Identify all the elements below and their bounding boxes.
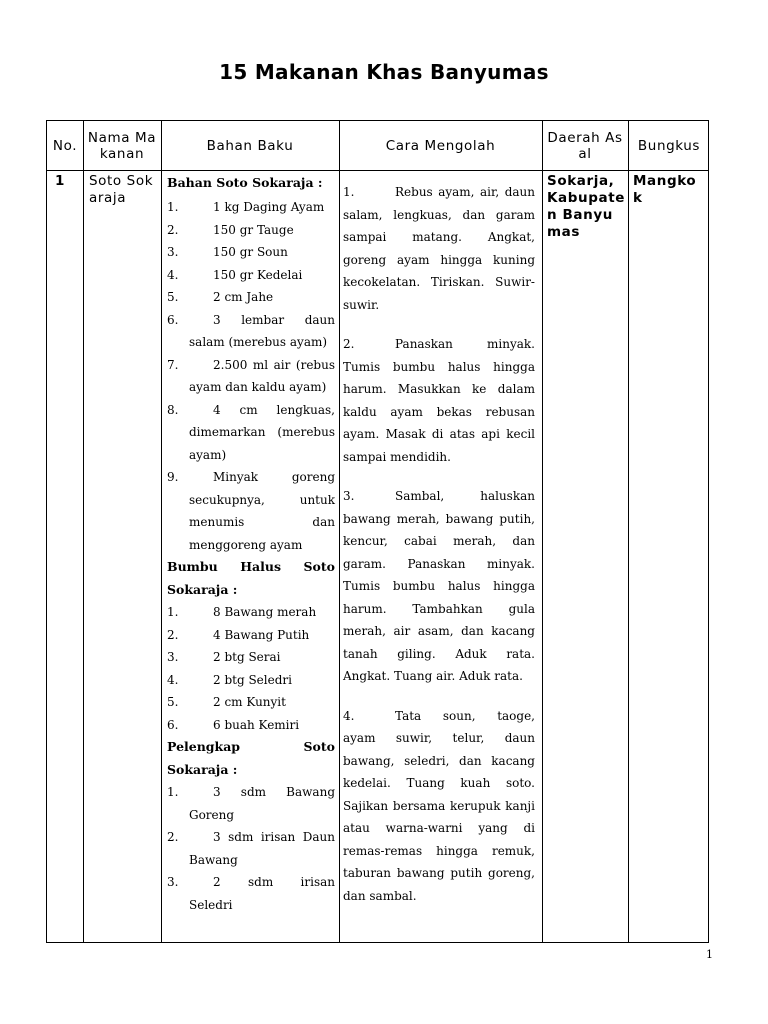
ingredients-list [167,196,335,556]
list-item: 2. 4 Bawang Putih [167,627,310,642]
page-title: 15 Makanan Khas Banyumas [219,60,549,84]
header-divider [47,170,708,171]
list-item: 4. 150 gr Kedelai [167,267,303,282]
list-item: 4. 2 btg Seledri [167,672,292,687]
header-bahan-baku: Bahan Baku [206,137,294,154]
header-no: No. [52,137,78,154]
list-item: 2. 150 gr Tauge [167,222,294,237]
column-divider [161,121,162,942]
header-nama-makanan: Nama Makanan [87,129,157,162]
list-item: 5. 2 cm Kunyit [167,695,286,709]
region-of-origin: Sokarja, Kabupaten Banyumas [547,173,626,240]
cooking-steps-cell [343,181,535,924]
list-item: 2. 3 sdm irisan Daun Bawang [167,830,335,867]
list-item: 7. 2.500 ml air (rebus ayam dan kaldu ayam) [167,357,335,394]
list-item: 3. Sambal, haluskan bawang merah, bawang putih, kencur, cabai merah, dan garam. Panaskan minyak. Tumis bumbu halus hingga harum. Tambahkan gula merah, air asam, dan kacang tanah giling. Aduk rata. Angkat. Tuang air. Aduk rata. [343,489,535,683]
list-item: 3. 150 gr Soun [167,245,288,259]
list-item: 3. 2 sdm irisan Seledri [167,875,335,912]
column-divider [542,121,543,942]
page-number: 1 [706,948,713,961]
packaging: Mangkok [633,173,697,206]
list-item: 1. 3 sdm Bawang Goreng [167,785,335,822]
list-item: 6. 3 lembar daun salam (merebus ayam) [167,312,335,349]
food-name: Soto Sokaraja [89,173,154,206]
list-item: 5. 2 cm Jahe [167,290,274,304]
list-item: 8. 4 cm lengkuas, dimemarkan (merebus ayam) [167,402,335,462]
list-item: 1. 8 Bawang merah [167,605,317,619]
cooking-steps-list [343,181,535,907]
column-divider [628,121,629,942]
header-daerah-asal: Daerah Asal [547,129,623,162]
list-item: 2. Panaskan minyak. Tumis bumbu halus hingga harum. Masukkan ke dalam kaldu ayam bekas rebusan ayam. Masak di atas api kecil sampai mendidih. [343,337,535,464]
bumbu-list [167,601,335,736]
header-cara-mengolah: Cara Mengolah [385,137,496,154]
column-divider [83,121,84,942]
list-item: 1. Rebus ayam, air, daun salam, lengkuas, dan garam sampai matang. Angkat, goreng ayam hingga kuning kecokelatan. Tiriskan. Suwir-suwir. [343,185,535,312]
bumbu-section-title: Bumbu Halus Soto Sokaraja : [167,559,335,597]
column-divider [339,121,340,942]
list-item: 3. 2 btg Serai [167,650,281,664]
header-bungkus: Bungkus [637,137,701,154]
list-item: 9. Minyak goreng secukupnya, untuk menumis dan menggoreng ayam [167,470,335,552]
ingredients-cell [167,173,335,916]
ingredients-section-title: Bahan Soto Sokaraja : [167,175,323,190]
list-item: 1. 1 kg Daging Ayam [167,200,325,214]
food-table [46,120,709,943]
list-item: 6. 6 buah Kemiri [167,717,300,732]
row-number: 1 [55,173,65,189]
list-item: 4. Tata soun, taoge, ayam suwir, telur, daun bawang, seledri, dan kacang kedelai. Tuang kuah soto. Sajikan bersama kerupuk kanji atau warna-warni yang di remas-remas hingga remuk, taburan bawang putih goreng, dan sambal. [343,708,535,903]
pelengkap-list [167,781,335,916]
pelengkap-section-title: Pelengkap Soto Sokaraja : [167,739,335,777]
